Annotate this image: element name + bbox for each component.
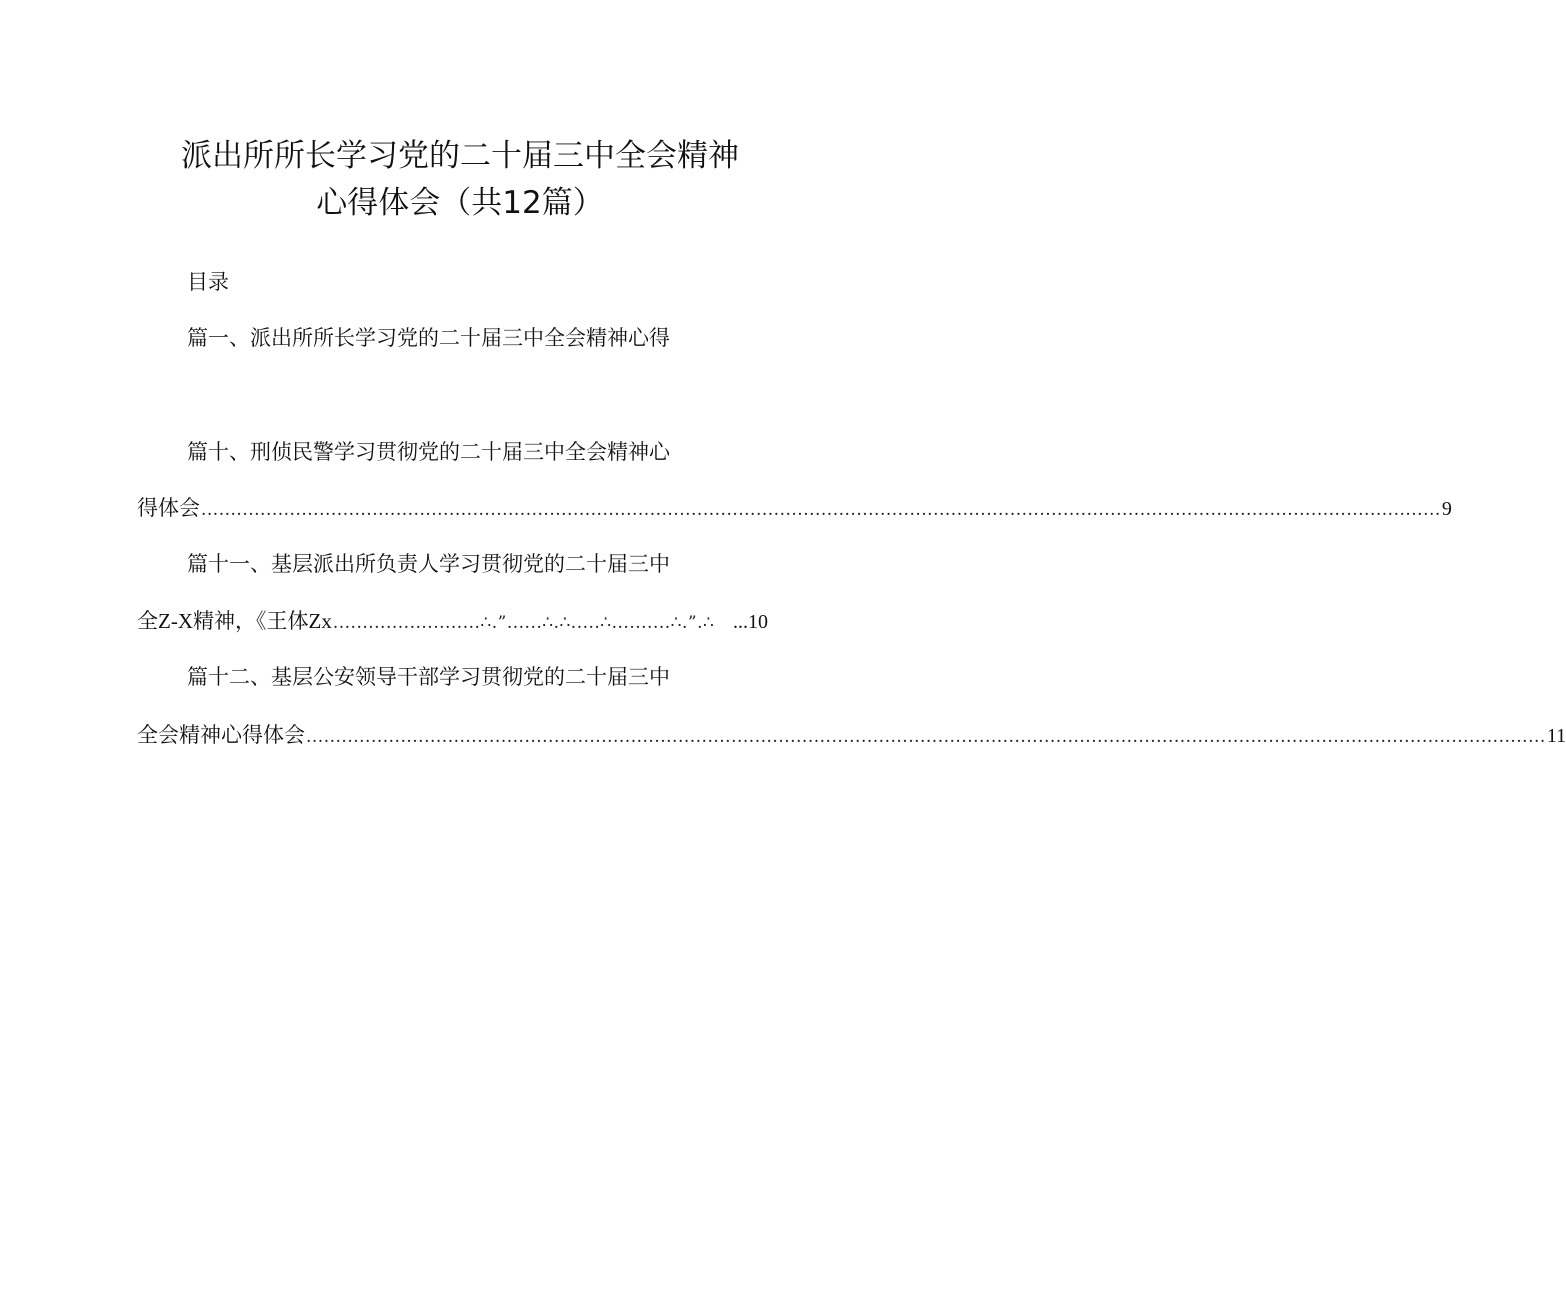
toc-entry-1[interactable]: 篇一、派出所所长学习党的二十届三中全会精神心得 <box>187 326 670 350</box>
toc-entry-11-text-garbled-2: Zx <box>308 609 332 633</box>
toc-entry-11-line-2[interactable] <box>137 606 768 638</box>
toc-entry-11-line-1[interactable]: 篇十一、基层派出所负责人学习贯彻党的二十届三中 <box>187 552 670 576</box>
toc-entry-10-line-2[interactable] <box>137 493 1452 525</box>
document-title-line-1: 派出所所长学习党的二十届三中全会精神 <box>181 138 739 174</box>
toc-entry-11-text-garbled-1: Z-X <box>158 609 193 633</box>
toc-entry-10-line-1[interactable]: 篇十、刑侦民警学习贯彻党的二十届三中全会精神心 <box>187 440 670 464</box>
toc-entry-10-page-number: 9 <box>1441 498 1452 520</box>
toc-entry-11-page-number: ...10 <box>733 611 768 633</box>
toc-entry-12-page-number: 11 <box>1546 725 1566 747</box>
toc-entry-11-leader-dots: .........................∴.”......∴.∴.....∴..........∴.”.∴ <box>332 613 715 633</box>
toc-entry-11-text-middle: 精神，《王体 <box>193 609 309 633</box>
document-title-line-2: 心得体会（共12篇） <box>316 185 604 221</box>
toc-heading: 目录 <box>187 270 229 294</box>
toc-entry-10-leader-dots: .................................................................................................................................................................................................................. <box>201 500 1441 520</box>
toc-entry-10-text: 得体会 <box>137 496 200 520</box>
toc-entry-11-text-prefix: 全 <box>137 609 158 633</box>
toc-entry-12-leader-dots: .................................................................................................................................................................................................................. <box>306 727 1546 747</box>
toc-entry-12-text: 全会精神心得体会 <box>137 723 305 747</box>
toc-entry-12-line-1[interactable]: 篇十二、基层公安领导干部学习贯彻党的二十届三中 <box>187 665 670 689</box>
toc-entry-12-line-2[interactable] <box>137 720 1566 752</box>
